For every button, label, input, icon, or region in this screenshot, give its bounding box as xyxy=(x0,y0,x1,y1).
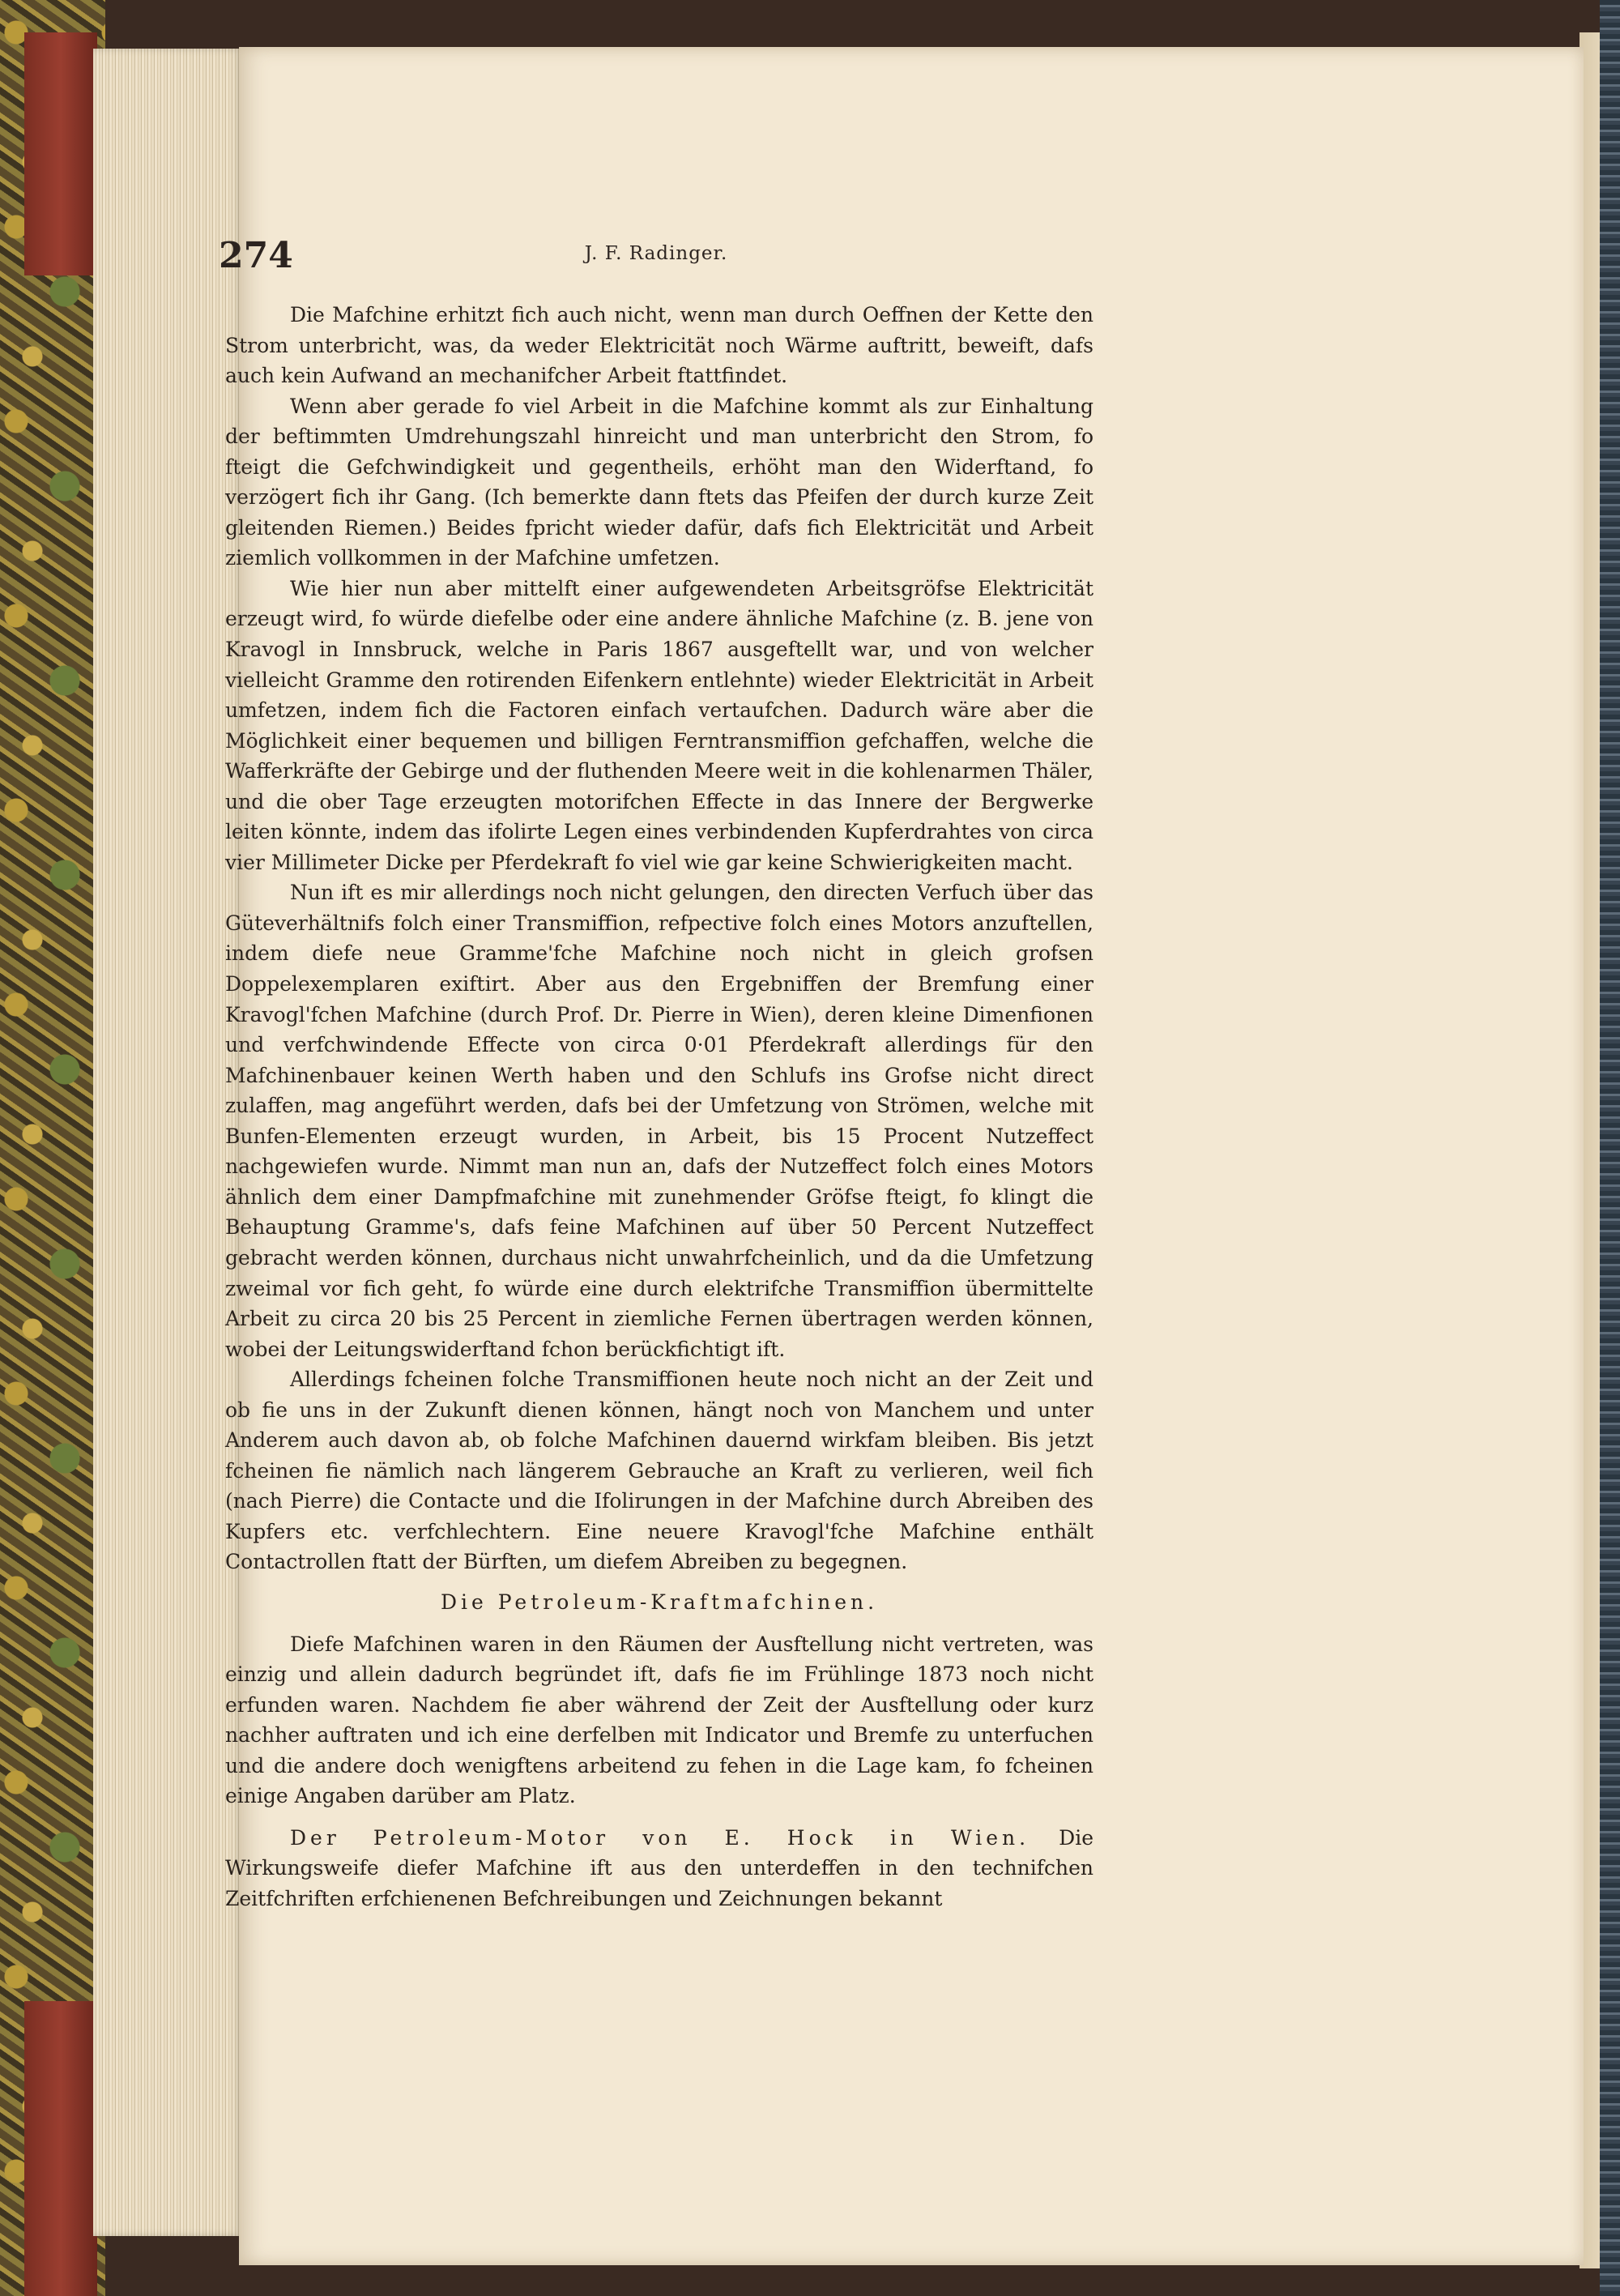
section-heading: Die Petroleum-Kraftmafchinen. xyxy=(440,1590,879,1614)
paragraph-rest: Die Wirkungsweife diefer Mafchine ift aus den unterdeffen in den technifchen Zeitfchriften erfchienenen Befchreibungen und Zeichnungen bekannt xyxy=(225,1825,1094,1910)
page-edges xyxy=(93,49,243,2236)
paragraph-lead: Der Petroleum-Motor von E. Hock in Wien. xyxy=(290,1825,1030,1850)
book-spine-bottom xyxy=(24,2001,97,2296)
running-head: J. F. Radinger. xyxy=(584,243,728,264)
book-spine-top xyxy=(24,32,97,275)
book-cover-right xyxy=(1600,0,1620,2296)
paragraph: Nun ift es mir allerdings noch nicht gelungen, den directen Verfuch über das Güteverhältnifs folch einer Transmiffion, refpective folch eines Motors anzuftellen, indem diefe neue Gramme'fche Mafchine noch nicht in gleich grofsen Doppelexemplaren exiftirt. Aber aus den Ergebniffen der Bremfung einer Kravogl'fchen Mafchine (durch Prof. Dr. Pierre in Wien), deren kleine Dimenfionen und verfchwindende Effecte von circa 0·01 Pferdekraft allerdings für den Mafchinenbauer keinen Werth haben und den Schlufs ins Grofse nicht direct zulaffen, mag angeführt werden, dafs bei der Umfetzung von Strömen, welche mit Bunfen-Elementen erzeugt wurden, in Arbeit, bis 15 Procent Nutzeffect nachgewiefen wurde. Nimmt man nun an, dafs der Nutzeffect folch eines Motors ähnlich dem einer Dampfmafchine mit zunehmender Gröfse fteigt, fo klingt die Behauptung Gramme's, dafs feine Mafchinen auf über 50 Percent Nutzeffect gebracht werden können, durchaus nicht unwahrfcheinlich, und da die Umfetzung zweimal vor fich geht, fo würde eine durch elektrifche Transmiffion übermittelte Arbeit zu circa 20 bis 25 Percent in ziemliche Fernen übertragen werden können, wobei der Leitungswiderftand fchon berückfichtigt ift. xyxy=(225,881,1094,1361)
paragraph: Diefe Mafchinen waren in den Räumen der Ausftellung nicht vertreten, was einzig und allein dadurch begründet ift, dafs fie im Frühlinge 1873 noch nicht erfunden waren. Nachdem fie aber während der Zeit der Ausftellung oder kurz nachher auftraten und ich eine derfelben mit Indicator und Bremfe zu unterfuchen und die andere doch wenigftens arbeitend zu fehen in die Lage kam, fo fcheinen einige Angaben darüber am Platz. xyxy=(225,1632,1094,1808)
page-header xyxy=(219,235,1094,284)
page-number: 274 xyxy=(219,235,293,276)
body-text xyxy=(225,300,1094,1914)
paragraph: Die Mafchine erhitzt fich auch nicht, wenn man durch Oeffnen der Kette den Strom unterbricht, was, da weder Elektricität noch Wärme auftritt, beweift, dafs auch kein Aufwand an mechanifcher Arbeit ftattfindet. xyxy=(225,303,1094,388)
book-cover-left xyxy=(0,0,105,2296)
paragraph xyxy=(225,1823,1094,1914)
paragraph: Allerdings fcheinen folche Transmiffionen heute noch nicht an der Zeit und ob fie uns in der Zukunft dienen können, hängt noch von Manchem und unter Anderem auch davon ab, ob folche Mafchinen dauernd wirkfam bleiben. Bis jetzt fcheinen fie nämlich nach längerem Gebrauche an Kraft zu verlieren, weil fich (nach Pierre) die Contacte und die Ifolirungen in der Mafchine durch Abreiben des Kupfers etc. verfchlechtern. Eine neuere Kravogl'fche Mafchine enthält Contactrollen ftatt der Bürften, um diefem Abreiben zu begegnen. xyxy=(225,1368,1094,1574)
paragraph: Wie hier nun aber mittelft einer aufgewendeten Arbeitsgröfse Elektricität erzeugt wird, fo würde diefelbe oder eine andere ähnliche Mafchine (z. B. jene von Kravogl in Innsbruck, welche in Paris 1867 ausgeftellt war, und von welcher vielleicht Gramme den rotirenden Eifenkern entlehnte) wieder Elektricität in Arbeit umfetzen, indem fich die Factoren einfach vertaufchen. Dadurch wäre aber die Möglichkeit einer bequemen und billigen Ferntransmiffion gefchaffen, welche die Wafferkräfte der Gebirge und der fluthenden Meere weit in die kohlenarmen Thäler, und die ober Tage erzeugten motorifchen Effecte in das Innere der Bergwerke leiten könnte, indem das ifolirte Legen eines verbindenden Kupferdrahtes von circa vier Millimeter Dicke per Pferdekraft fo viel wie gar keine Schwierigkeiten macht. xyxy=(225,576,1094,874)
paragraph: Wenn aber gerade fo viel Arbeit in die Mafchine kommt als zur Einhaltung der beftimmten Umdrehungszahl hinreicht und man unterbricht den Strom, fo fteigt die Gefchwindigkeit und gegentheils, erhöht man den Widerftand, fo verzögert fich ihr Gang. (Ich bemerkte dann ftets das Pfeifen der durch kurze Zeit gleitenden Riemen.) Beides fpricht wieder dafür, dafs fich Elektricität und Arbeit ziemlich vollkommen in der Mafchine umfetzen. xyxy=(225,394,1094,570)
